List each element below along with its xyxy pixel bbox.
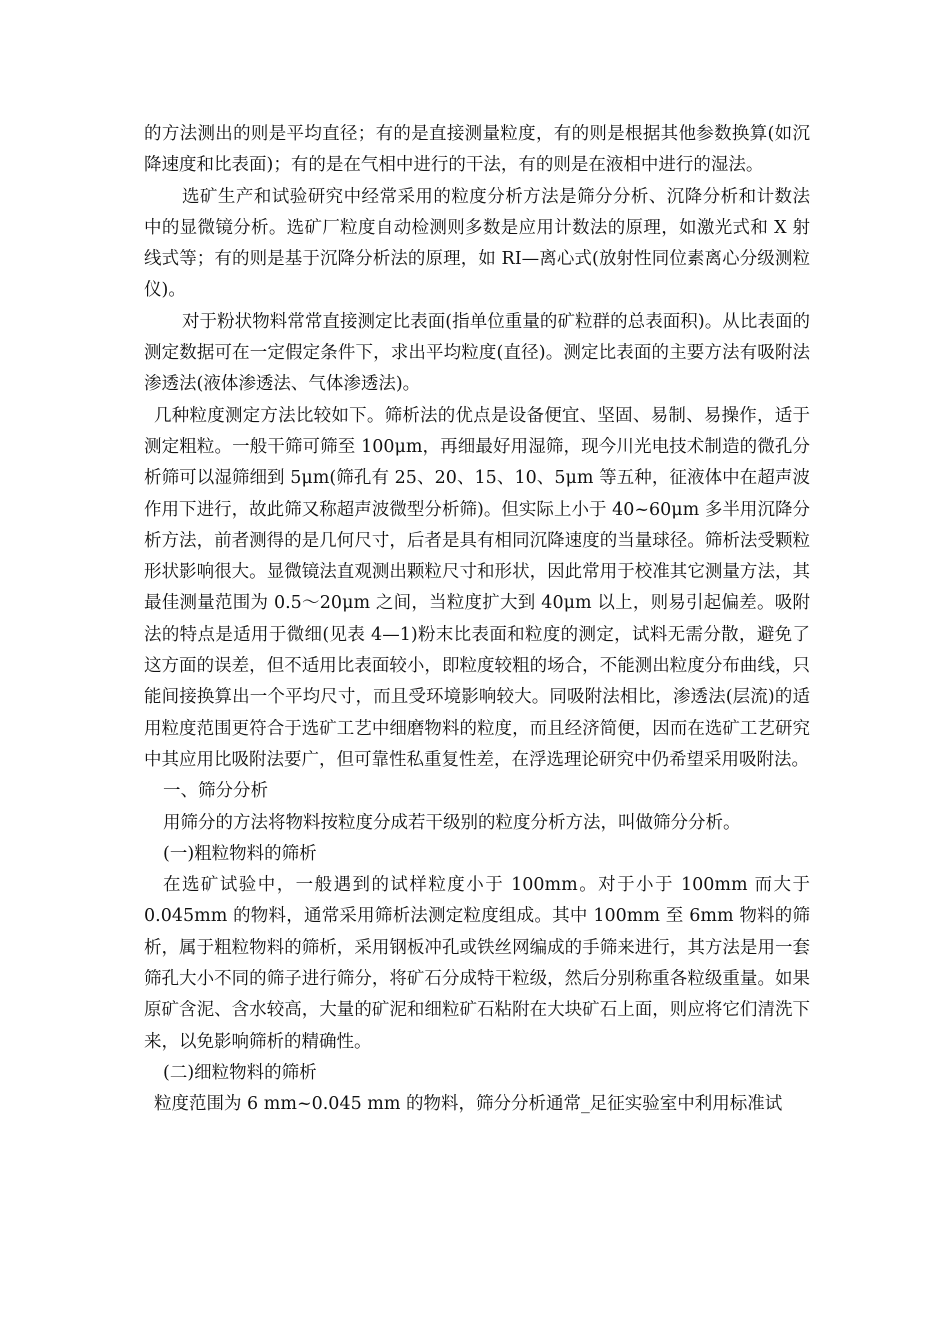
paragraph-1: 的方法测出的则是平均直径；有的是直接测量粒度，有的则是根据其他参数换算(如沉降速度和比表面)；有的是在气相中进行的干法，有的则是在液相中进行的湿法。 xyxy=(144,124,810,176)
document-page xyxy=(144,119,810,1121)
subsection-heading-fine: (二)细粒物料的筛析 xyxy=(163,1062,317,1083)
paragraph-2: 选矿生产和试验研究中经常采用的粒度分析方法是筛分分析、沉降分析和计数法中的显微镜分析。选矿厂粒度自动检测则多数是应用计数法的原理，如激光式和 X 射线式等；有的则是基于沉降分析法的原理，如 RI—离心式(放射性同位素离心分级测粒仪)。 xyxy=(144,186,810,301)
paragraph-3: 对于粉状物料常常直接测定比表面(指单位重量的矿粒群的总表面积)。从比表面的测定数据可在一定假定条件下，求出平均粒度(直径)。测定比表面的主要方法有吸附法渗透法(液体渗透法、气体渗透法)。 xyxy=(144,311,810,395)
paragraph-6: 在选矿试验中，一般遇到的试样粒度小于 100mm。对于小于 100mm 而大于 0.045mm 的物料，通常采用筛析法测定粒度组成。其中 100mm 至 6mm 物料的筛析，属于粗粒物料的筛析，采用钢板冲孔或铁丝网编成的手筛来进行，其方法是用一套筛孔大小不同的筛子进行筛分，将矿石分成特干粒级，然后分别称重各粒级重量。如果原矿含泥、含水较高，大量的矿泥和细粒矿石粘附在大块矿石上面，则应将它们清洗下来，以免影响筛析的精确性。 xyxy=(144,875,810,1052)
paragraph-4: 几种粒度测定方法比较如下。筛析法的优点是设备便宜、坚固、易制、易操作，适于测定粗粒。一般干筛可筛至 100μm，再细最好用湿筛，现今川光电技术制造的微孔分析筛可以湿筛细到 5μm(筛孔有 25、20、15、10、5μm 等五种，征液体中在超声波作用下进行，故此筛又称超声波微型分析筛)。但实际上小于 40~60μm 多半用沉降分析方法，前者测得的是几何尺寸，后者是具有相同沉降速度的当量球径。筛析法受颗粒形状影响很大。显微镜法直观测出颗粒尺寸和形状，因此常用于校准其它测量方法，其最佳测量范围为 0.5～20μm 之间，当粒度扩大到 40μm 以上，则易引起偏差。吸附法的特点是适用于微细(见表 4—1)粉末比表面和粒度的测定，试料无需分散，避免了这方面的误差，但不适用比表面较小，即粒度较粗的场合，不能测出粒度分布曲线，只能间接换算出一个平均尺寸，而且受环境影响较大。同吸附法相比，渗透法(层流)的适用粒度范围更符合于选矿工艺中细磨物料的粒度，而且经济简便，因而在选矿工艺研究中其应用比吸附法要广，但可靠性私重复性差，在浮选理论研究中仍希望采用吸附法。 xyxy=(144,405,810,770)
section-heading-sieve-analysis: 一、筛分分析 xyxy=(163,781,268,802)
paragraph-5: 用筛分的方法将物料按粒度分成若干级别的粒度分析方法，叫做筛分分析。 xyxy=(163,812,741,833)
paragraph-7: 粒度范围为 6 mm~0.045 mm 的物料，筛分分析通常_足征实验室中利用标准试 xyxy=(154,1094,783,1115)
subsection-heading-coarse: (一)粗粒物料的筛析 xyxy=(163,843,317,864)
